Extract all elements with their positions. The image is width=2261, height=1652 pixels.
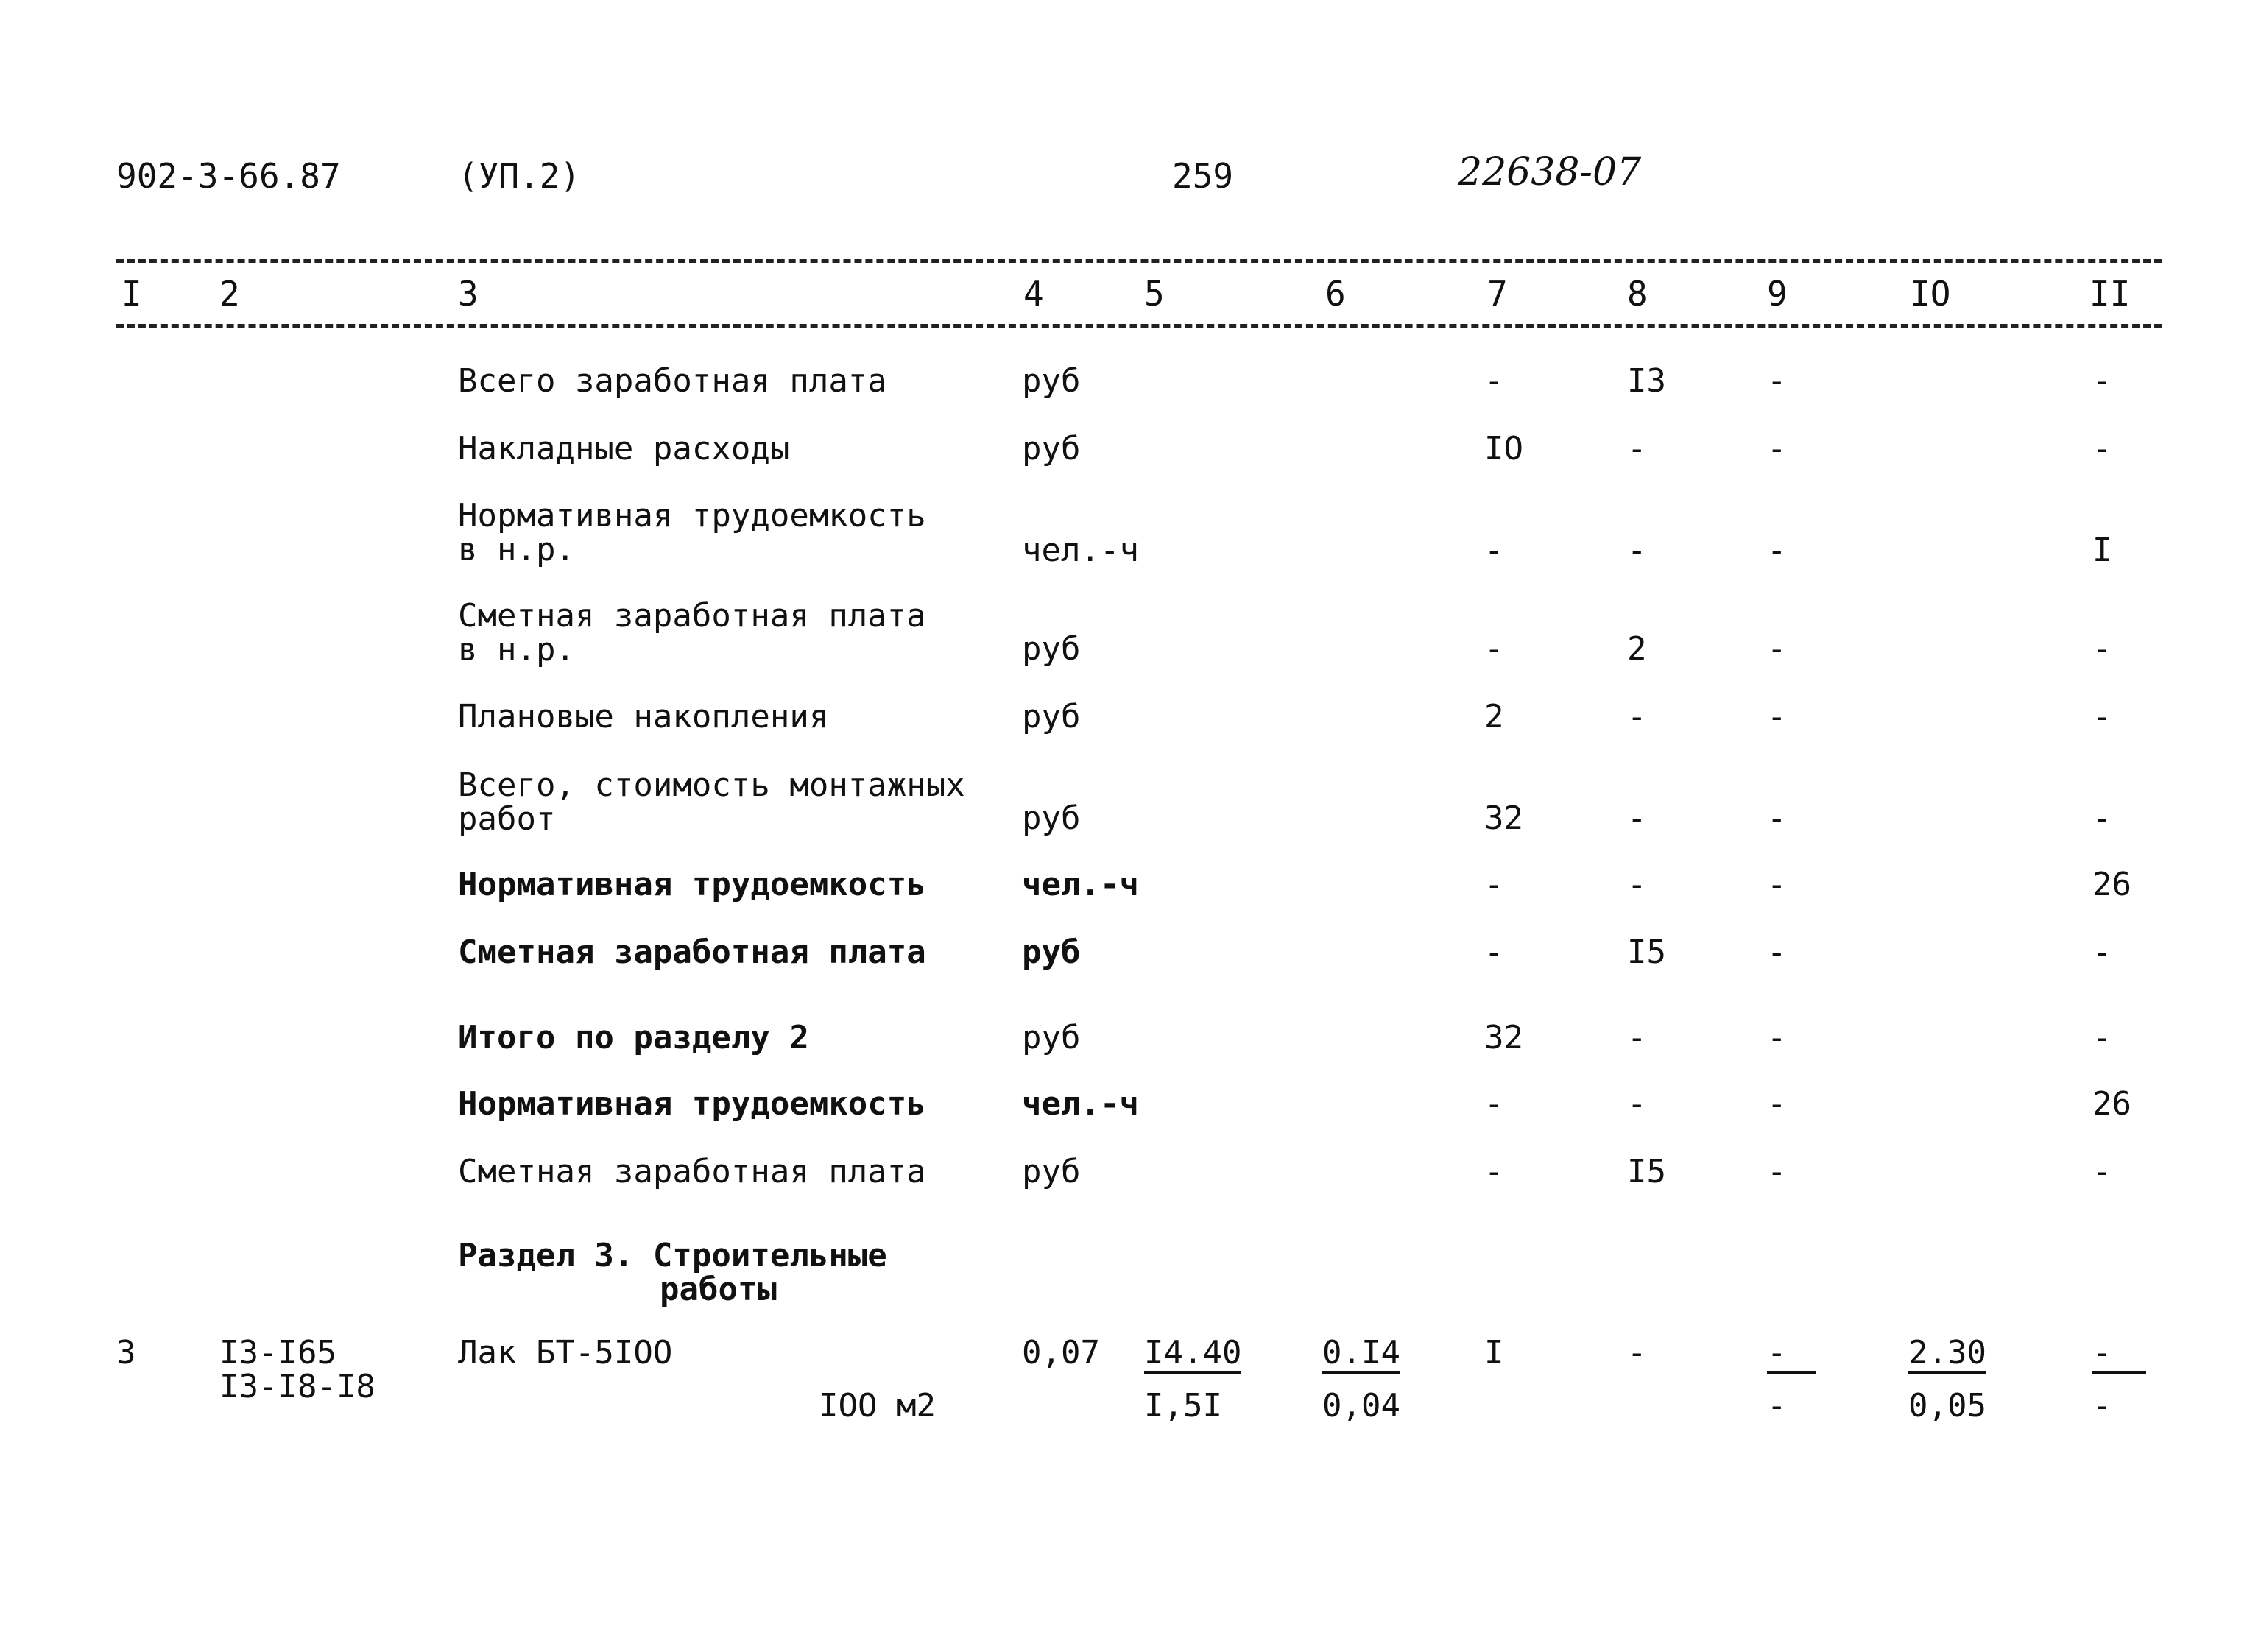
row-col11: 26 <box>2092 1085 2131 1123</box>
row-col7: - <box>1484 362 1504 400</box>
row-col11: - <box>2092 1153 2112 1190</box>
row-col8: - <box>1627 430 1647 467</box>
row-col11: - <box>2092 933 2112 971</box>
row-name: Сметная заработная плата в н.р. <box>458 597 926 668</box>
column-header: 9 <box>1767 274 1788 314</box>
column-header: IO <box>1910 274 1951 314</box>
row-col7: - <box>1484 630 1504 668</box>
row-name: Накладные расходы <box>458 430 790 467</box>
row-name: Нормативная трудоемкость <box>458 866 926 903</box>
row-col9: - <box>1767 799 1787 837</box>
item-number: 3 <box>116 1334 136 1372</box>
row-col9: - <box>1767 1019 1787 1056</box>
row-col9: - <box>1767 933 1787 971</box>
row-unit: руб <box>1022 362 1081 400</box>
column-header: 4 <box>1023 274 1044 314</box>
item-col9-bottom: - <box>1767 1387 1787 1425</box>
row-col7: IO <box>1484 430 1523 467</box>
column-header: 7 <box>1487 274 1508 314</box>
row-name: Нормативная трудоемкость <box>458 1085 926 1123</box>
row-col8: 2 <box>1627 630 1647 668</box>
row-name: Сметная заработная плата <box>458 1153 926 1190</box>
row-name: Всего заработная плата <box>458 362 887 400</box>
item-code-secondary: I3-I8-I8 <box>219 1368 375 1405</box>
row-col9: - <box>1767 866 1787 903</box>
column-header: 8 <box>1627 274 1648 314</box>
row-col7: - <box>1484 532 1504 569</box>
row-name: Сметная заработная плата <box>458 933 926 971</box>
row-unit: руб <box>1022 630 1081 668</box>
row-col11: - <box>2092 630 2112 668</box>
item-col5-top: I4.40 <box>1144 1337 1241 1374</box>
row-col11: I <box>2092 532 2112 569</box>
row-name: Нормативная трудоемкость в н.р. <box>458 497 926 568</box>
row-col8: - <box>1627 698 1647 735</box>
row-unit: руб <box>1022 430 1081 467</box>
row-col9: - <box>1767 430 1787 467</box>
column-header: I <box>121 274 142 314</box>
item-code-primary: I3-I65 <box>219 1334 336 1372</box>
row-unit: чел.-ч <box>1022 1085 1139 1123</box>
row-col7: 32 <box>1484 799 1523 837</box>
item-col9-top: - <box>1767 1337 1816 1374</box>
row-col11: - <box>2092 1019 2112 1056</box>
document-code: 902-3-66.87 <box>116 156 341 196</box>
row-col7: 32 <box>1484 1019 1523 1056</box>
row-col7: - <box>1484 1153 1504 1190</box>
row-col8: - <box>1627 1085 1647 1123</box>
row-col8: - <box>1627 866 1647 903</box>
row-col9: - <box>1767 630 1787 668</box>
item-col6-top: 0.I4 <box>1322 1337 1400 1374</box>
row-col9: - <box>1767 532 1787 569</box>
item-col11-bottom: - <box>2092 1387 2112 1425</box>
row-col11: - <box>2092 430 2112 467</box>
row-col8: I5 <box>1627 1153 1666 1190</box>
row-unit: чел.-ч <box>1022 532 1139 569</box>
row-name: Всего, стоимость монтажных работ <box>458 766 965 838</box>
row-name: Итого по разделу 2 <box>458 1019 809 1056</box>
row-col8: - <box>1627 532 1647 569</box>
column-header: 3 <box>458 274 479 314</box>
column-header: 2 <box>219 274 240 314</box>
row-unit: руб <box>1022 1019 1081 1056</box>
row-col11: - <box>2092 799 2112 837</box>
row-col11: 26 <box>2092 866 2131 903</box>
row-col7: - <box>1484 933 1504 971</box>
column-header: 6 <box>1325 274 1346 314</box>
row-col8: I5 <box>1627 933 1666 971</box>
page-number: 259 <box>1172 156 1234 196</box>
row-unit: чел.-ч <box>1022 866 1139 903</box>
row-unit: руб <box>1022 698 1081 735</box>
column-header: II <box>2089 274 2131 314</box>
column-header: 5 <box>1144 274 1165 314</box>
table-header-rule <box>116 324 2162 328</box>
row-col8: I3 <box>1627 362 1666 400</box>
row-col9: - <box>1767 1153 1787 1190</box>
row-unit: руб <box>1022 799 1081 837</box>
row-col9: - <box>1767 362 1787 400</box>
row-col11: - <box>2092 698 2112 735</box>
item-col5-bottom: I,5I <box>1144 1387 1222 1425</box>
item-unit: IOO м2 <box>819 1387 936 1425</box>
row-col9: - <box>1767 1085 1787 1123</box>
item-col6-bottom: 0,04 <box>1322 1387 1400 1425</box>
row-name: Плановые накопления <box>458 698 829 735</box>
row-col11: - <box>2092 362 2112 400</box>
row-col9: - <box>1767 698 1787 735</box>
row-col7: 2 <box>1484 698 1504 735</box>
row-unit: руб <box>1022 1153 1081 1190</box>
table-top-rule <box>116 259 2162 263</box>
item-col10-top: 2.30 <box>1908 1337 1986 1374</box>
row-col8: - <box>1627 1019 1647 1056</box>
section-title-continued: работы <box>660 1271 777 1308</box>
item-name: Лак БТ-5IOO <box>458 1334 673 1372</box>
item-col10-bottom: 0,05 <box>1908 1387 1986 1425</box>
item-quantity: 0,07 <box>1022 1334 1100 1372</box>
row-col8: - <box>1627 799 1647 837</box>
item-col8: - <box>1627 1334 1647 1372</box>
row-unit: руб <box>1022 933 1081 971</box>
item-col11-top: - <box>2092 1337 2146 1374</box>
album-label: (УП.2) <box>458 156 581 196</box>
row-col7: - <box>1484 866 1504 903</box>
archive-number: 22638-07 <box>1458 150 1642 194</box>
section-title: Раздел 3. Строительные <box>458 1237 887 1274</box>
item-col7: I <box>1484 1334 1504 1372</box>
row-col7: - <box>1484 1085 1504 1123</box>
